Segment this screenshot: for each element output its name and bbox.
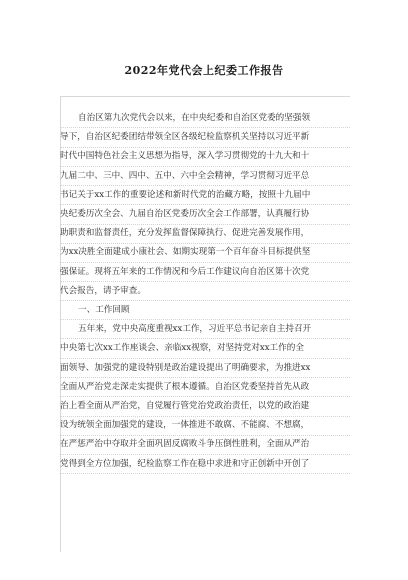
text-line: 面领导、加强党的建设特别是政治建设提出了明确要求，为推进xx bbox=[60, 360, 350, 379]
text-line: 央纪委历次全会、九届自治区党委历次全会工作部署，认真履行协 bbox=[60, 206, 350, 225]
text-line: 导下，自治区纪委团结带领全区各级纪检监察机关坚持以习近平新 bbox=[60, 129, 350, 148]
text-line: 代会报告，请予审查。 bbox=[60, 283, 350, 302]
text-line: 五年来，党中央高度重视xx工作，习近平总书记亲自主持召开 bbox=[60, 321, 350, 339]
text-line: 全面从严治党走深走实提供了根本遵循。自治区党委坚持首先从政 bbox=[60, 379, 350, 398]
text-line: 为xx决胜全面建成小康社会、如期实现第一个百年奋斗目标提供坚 bbox=[60, 244, 350, 263]
text-line: 九届二中、三中、四中、五中、六中全会精神，学习贯彻习近平总 bbox=[60, 168, 350, 187]
text-line: 在严惩严治中夺取并全面巩固反腐败斗争压倒性胜利，全面从严治 bbox=[60, 436, 350, 455]
text-line: 自治区第九次党代会以来，在中央纪委和自治区党委的坚强领 bbox=[60, 110, 350, 128]
text-line: 一、工作回顾 bbox=[60, 302, 350, 320]
text-line: 助职责和监督责任，充分发挥监督保障执行、促进完善发展作用， bbox=[60, 225, 350, 244]
text-line: 设为统领全面加强党的建设，一体推进不敢腐、不能腐、不想腐， bbox=[60, 417, 350, 436]
text-line: 党得到全方位加强，纪检监察工作在稳中求进和守正创新中开创了 bbox=[60, 456, 350, 475]
text-line: 治上看全面从严治党，自觉履行管党治党政治责任，以党的政治建 bbox=[60, 398, 350, 417]
text-line: 书记关于xx工作的重要论述和新时代党的治藏方略，按照十九届中 bbox=[60, 187, 350, 206]
text-line: 强保证。现将五年来的工作情况和今后工作建议向自治区第十次党 bbox=[60, 264, 350, 283]
text-line: 中央第七次xx工作座谈会、亲临xx视察，对坚持党对xx工作的全 bbox=[60, 340, 350, 359]
document-title: 2022年党代会上纪委工作报告 bbox=[124, 64, 284, 77]
text-line: 时代中国特色社会主义思想为指导，深入学习贯彻党的十九大和十 bbox=[60, 148, 350, 167]
